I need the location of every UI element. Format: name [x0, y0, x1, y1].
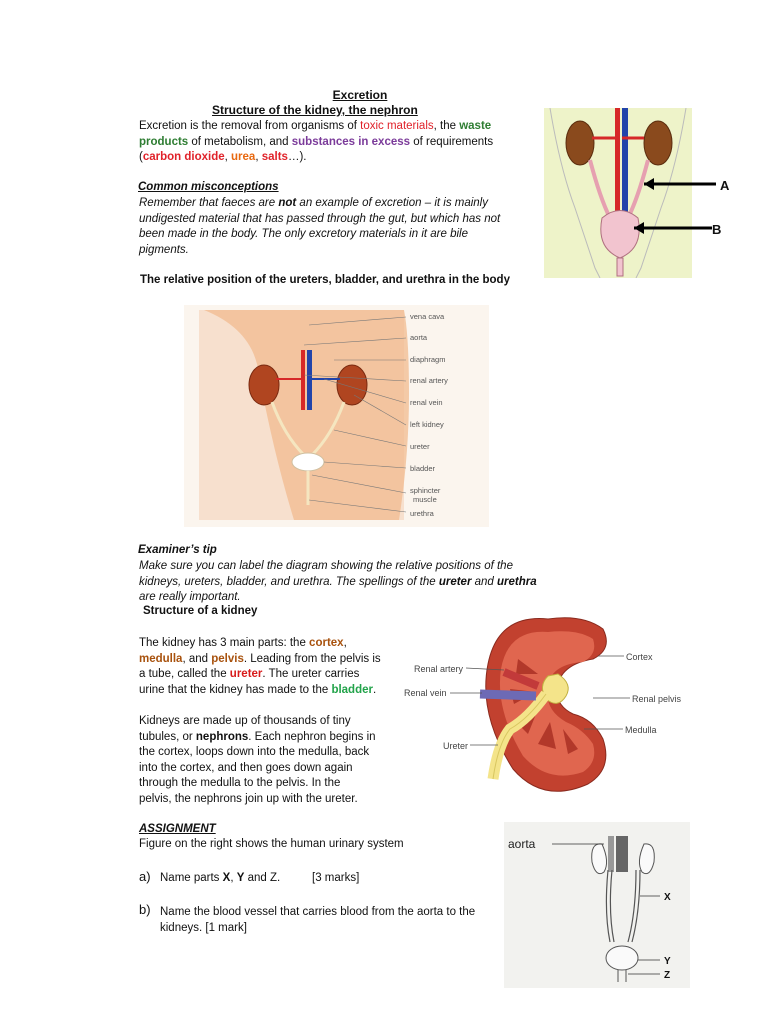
label-bladder: bladder	[410, 464, 436, 473]
term-toxic-materials: toxic materials	[360, 120, 434, 132]
kidney-section-figure	[398, 604, 685, 804]
kidney-parts-text: The kidney has 3 main parts: the cortex, medulla, and pelvis. Leading from the pelvis is a tube, called the ureter. The ureter carries urine that the kidney has made to the bladder.	[139, 637, 381, 696]
misconceptions-heading: Common misconceptions	[138, 181, 279, 193]
label-renal-vein: renal vein	[410, 398, 443, 407]
misconceptions-text: Remember that faeces are not an example of excretion – it is mainly undigested material that has passed through the gut, but which has not been made in the body. The only excretory materials in it are bile pigments.	[139, 197, 501, 256]
label-medulla: Medulla	[625, 725, 657, 735]
label-cortex: Cortex	[626, 652, 653, 662]
assignment-heading: ASSIGNMENT	[139, 823, 216, 835]
label-vena-cava: vena cava	[410, 312, 445, 321]
question-a-marks: [3 marks]	[312, 872, 360, 884]
label-sphincter: sphincter	[410, 486, 441, 495]
label-ureter-section: Ureter	[443, 741, 469, 751]
urinary-system-figure-a-b	[540, 108, 740, 278]
label-renal-artery-section: Renal artery	[414, 664, 464, 674]
position-heading: The relative position of the ureters, bladder, and urethra in the body	[140, 274, 510, 286]
label-y: Y	[664, 956, 671, 967]
term-waste: waste	[459, 120, 492, 132]
question-a-text: Name parts X, Y and Z.	[160, 872, 281, 884]
label-z: Z	[664, 970, 671, 981]
question-b-text: Name the blood vessel that carries blood from the aorta to the kidneys. [1 mark]	[160, 906, 476, 934]
label-x: X	[664, 892, 671, 903]
question-a-marker: a)	[139, 869, 151, 884]
label-left-kidney: left kidney	[410, 420, 444, 429]
label-renal-vein-section: Renal vein	[404, 688, 447, 698]
label-diaphragm: diaphragm	[410, 355, 446, 364]
label-aorta: aorta	[410, 333, 428, 342]
nephron-text: Kidneys are made up of thousands of tiny tubules, or nephrons. Each nephron begins in the cortex, loops down into the medulla, back into the cortex, and then goes down again through the medulla to the pelvis. In the pelvis, the nephrons join up with the ureter.	[139, 715, 376, 805]
urinary-system-figure-xyz	[504, 822, 690, 988]
examiner-heading: Examiner’s tip	[138, 544, 217, 556]
examiner-text: Make sure you can label the diagram showing the relative positions of the kidneys, ureters, bladder, and urethra. The spellings of the ureter and urethra are really important.	[139, 560, 537, 603]
label-urethra: urethra	[410, 509, 434, 518]
question-b-marker: b)	[139, 902, 151, 917]
page-subtitle: Structure of the kidney, the nephron	[212, 103, 418, 117]
assignment-intro: Figure on the right shows the human urinary system	[139, 838, 404, 850]
label-renal-pelvis: Renal pelvis	[632, 694, 682, 704]
term-salts: salts	[261, 151, 288, 163]
label-aorta-fig4: aorta	[508, 837, 536, 851]
label-muscle: muscle	[413, 495, 437, 504]
term-substances-excess: substances in excess	[291, 135, 411, 148]
label-renal-artery: renal artery	[410, 376, 448, 385]
page-title: Excretion	[332, 88, 388, 102]
label-a: A	[720, 178, 730, 193]
structure-heading: Structure of a kidney	[143, 605, 258, 617]
body-position-figure	[184, 305, 489, 527]
term-carbon-dioxide: carbon dioxide	[142, 151, 225, 163]
label-ureter: ureter	[410, 442, 430, 451]
intro-paragraph: Excretion is the removal from organisms of toxic materials, the waste products of metabolism, and substances in excess of requirements (carbon dioxide, urea, salts…).	[139, 120, 494, 163]
term-urea: urea	[231, 151, 256, 163]
term-products: products	[139, 135, 189, 148]
label-b: B	[712, 222, 722, 237]
